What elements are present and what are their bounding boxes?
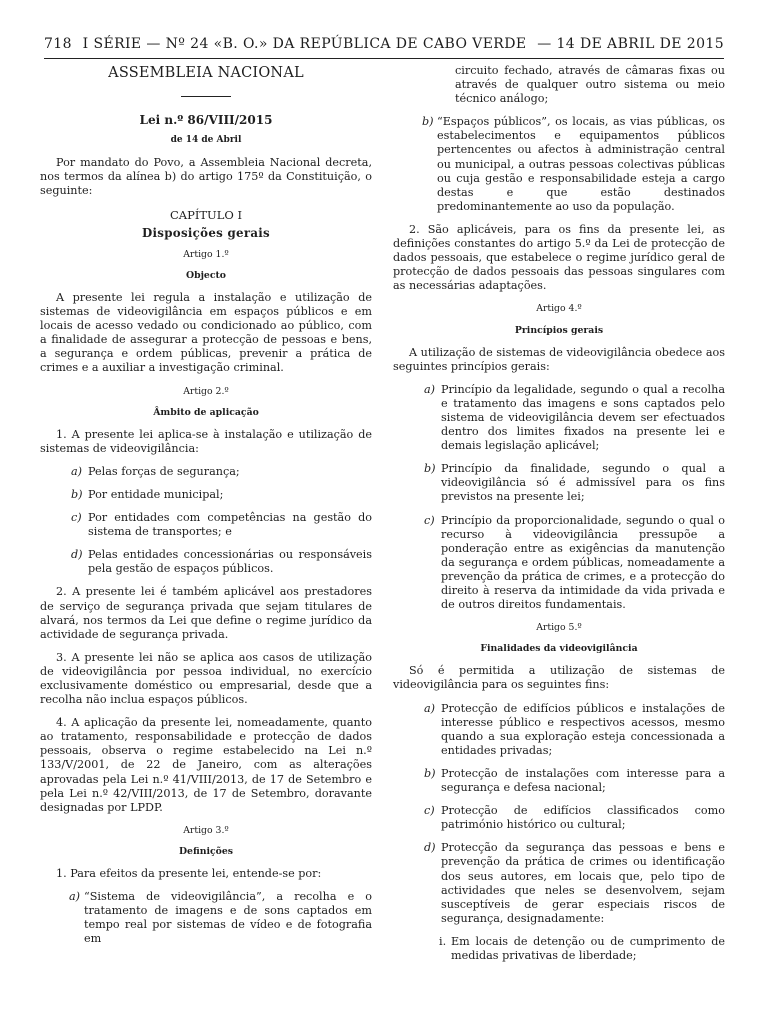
article-5-label: Artigo 5.º xyxy=(536,622,582,634)
law-title: Lei n.º 86/VIII/2015 xyxy=(139,113,273,128)
article-4-intro: A utilização de sistemas de videovigilância obedece aos seguintes princípios gerais: xyxy=(393,345,725,373)
list-item: d) Pelas entidades concessionárias ou responsáveis pela gestão de espaços públicos. xyxy=(71,548,372,576)
chapter-label: CAPÍTULO I xyxy=(169,207,242,222)
article-2-paragraph-4: 4. A aplicação da presente lei, nomeadamente, quanto ao tratamento, responsabilidade e protecção de dados pessoais, observa o regime estabelecido na Lei n.º 133/V/2001, de 22 de Janeiro, com as alterações aprovadas pela Lei n.º 41/VIII/2013, de 17 de Setembro e pela Lei n.º 42/VIII/2013, de 17 de Setembro, doravante designadas por LPDP. xyxy=(40,716,372,814)
chapter-title: Disposições gerais xyxy=(141,225,271,240)
article-5-intro: Só é permitida a utilização de sistemas de videovigilância para os seguintes fins: xyxy=(393,664,725,692)
list-item: d) Protecção da segurança das pessoas e bens e prevenção da prática de crimes ou identificação dos seus autores, em locais que, pelo tipo de actividades que neles se desenvolvem, sejam susceptíveis de gerar especiais riscos de segurança, designadamente: xyxy=(424,841,725,925)
article-3-title: Definições xyxy=(178,845,234,857)
header-divider xyxy=(44,58,724,59)
article-2-label: Artigo 2.º xyxy=(183,385,229,397)
bulletin-date: — 14 DE ABRIL DE 2015 xyxy=(537,36,724,52)
bulletin-series: I SÉRIE — Nº 24 «B. O.» DA REPÚBLICA DE CABO VERDE xyxy=(82,36,527,52)
list-item: a) Pelas forças de segurança; xyxy=(71,464,240,478)
heading-rule xyxy=(181,96,231,97)
list-item: a) Protecção de edifícios públicos e instalações de interesse público e respectivos acessos, mesmo quando a sua exploração esteja concessionada a entidades privadas; xyxy=(424,701,725,757)
article-5-title: Finalidades da videovigilância xyxy=(480,643,638,655)
article-4-title: Princípios gerais xyxy=(514,324,604,336)
list-item: a) Princípio da legalidade, segundo o qual a recolha e tratamento das imagens e sons captados pelo sistema de videovigilância devem ser efectuados dentro dos limites fixados na presente lei e demais legislação aplicável; xyxy=(424,382,725,453)
list-item: a) “Sistema de videovigilância”, a recolha e o tratamento de imagens e de sons captados em tempo real por sistemas de vídeo e de fotografia em xyxy=(69,890,372,946)
left-column xyxy=(40,64,372,956)
list-item: b) “Espaços públicos”, os locais, as vias públicas, os estabelecimentos e equipamentos públicos pertencentes ou afectos à administração central ou municipal, a outras pessoas colectivas públicas ou cuja gestão e responsabilidade esteja a cargo destas e que estão destinados predominantemente ao uso da população. xyxy=(422,115,725,213)
assembly-heading: ASSEMBLEIA NACIONAL xyxy=(108,65,304,81)
list-item: b) Princípio da finalidade, segundo o qual a videovigilância só é admissível para os fins previstos na presente lei; xyxy=(424,462,725,504)
article-1-text: A presente lei regula a instalação e utilização de sistemas de videovigilância em espaços públicos e em locais de acesso vedado ou condicionado ao público, com a finalidade de assegurar a protecção de pessoas e bens, a segurança e ordem públicas, prevenir a prática de crimes e a auxiliar a investigação criminal. xyxy=(40,290,372,375)
list-item: c) Por entidades com competências na gestão do sistema de transportes; e xyxy=(71,511,372,539)
list-item: b) Por entidade municipal; xyxy=(71,487,224,501)
right-column xyxy=(393,64,725,971)
list-item: b) Protecção de instalações com interesse para a segurança e defesa nacional; xyxy=(424,766,725,795)
article-1-label: Artigo 1.º xyxy=(183,248,229,260)
article-1-title: Objecto xyxy=(185,269,227,281)
law-date: de 14 de Abril xyxy=(170,135,242,146)
article-2-paragraph-3: 3. A presente lei não se aplica aos casos de utilização de videovigilância por pessoa individual, no exercício exclusivamente doméstico ou empresarial, desde que a recolha não inclua espaços públicos. xyxy=(40,650,372,707)
list-item: c) Princípio da proporcionalidade, segundo o qual o recurso à videovigilância pressupõe a ponderação entre as exigências da manutenção da segurança e ordem públicas, nomeadamente a prevenção da prática de crimes, e a protecção do direito à reserva da intimidade da vida privada e de outros direitos fundamentais. xyxy=(424,513,725,612)
article-3-paragraph-1: 1. Para efeitos da presente lei, entende-se por: xyxy=(56,867,322,881)
article-2-paragraph-1: 1. A presente lei aplica-se à instalação e utilização de sistemas de videovigilância: xyxy=(40,427,372,455)
page-header xyxy=(44,36,724,56)
sub-list-item: i. Em locais de detenção ou de cumprimento de medidas privativas de liberdade; xyxy=(439,934,725,962)
list-item: c) Protecção de edifícios classificados como património histórico ou cultural; xyxy=(424,804,725,832)
article-2-title: Âmbito de aplicação xyxy=(153,406,259,418)
article-3-paragraph-2: 2. São aplicáveis, para os fins da presente lei, as definições constantes do artigo 5.º da Lei de protecção de dados pessoais, que estabelece o regime jurídico geral de protecção de dados pessoais das pessoas singulares com as necessárias adaptações. xyxy=(393,222,725,293)
page-number: 718 xyxy=(44,36,72,52)
article-3-item-a-continuation: circuito fechado, através de câmaras fixas ou através de qualquer outro sistema ou meio técnico análogo; xyxy=(455,64,725,106)
article-2-paragraph-2: 2. A presente lei é também aplicável aos prestadores de serviço de segurança privada que sejam titulares de alvará, nos termos da Lei que define o regime jurídico da actividade de segurança privada. xyxy=(40,585,372,641)
article-4-label: Artigo 4.º xyxy=(536,303,582,315)
article-3-label: Artigo 3.º xyxy=(183,824,229,836)
preamble: Por mandato do Povo, a Assembleia Nacional decreta, nos termos da alínea b) do artigo 175º da Constituição, o seguinte: xyxy=(40,156,372,198)
